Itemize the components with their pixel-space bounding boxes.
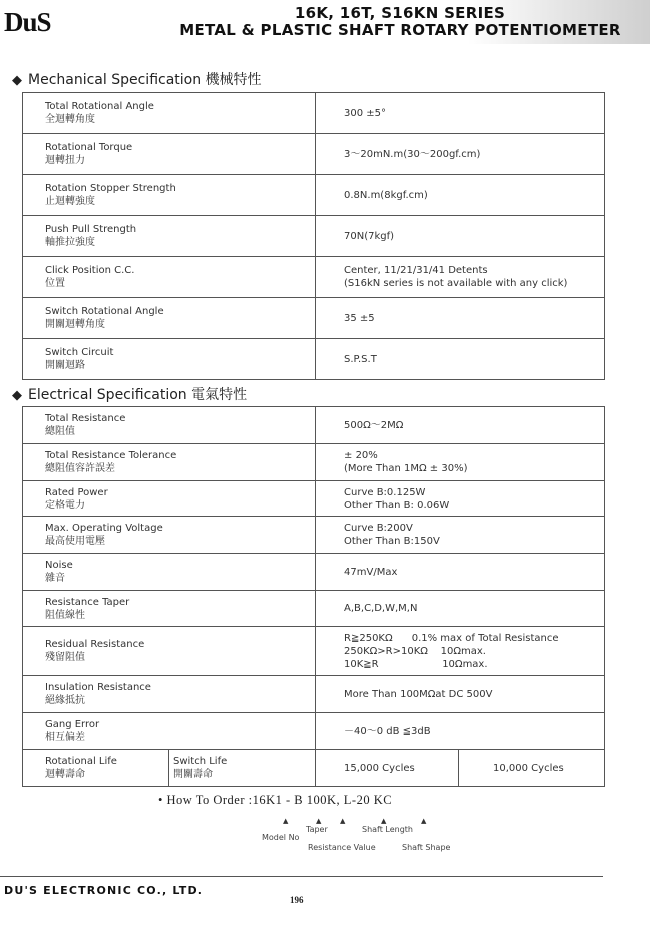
electrical-section-title: ◆ Electrical Specification 電氣特性 [12,387,248,403]
spec-value: More Than 100MΩat DC 500V [316,676,605,713]
arrow-up-icon: ▲ [283,817,289,825]
mechanical-spec-table [22,92,605,380]
spec-value: ± 20% (More Than 1MΩ ± 30%) [316,444,605,481]
table-row [23,713,605,750]
spec-value: Curve B:0.125W Other Than B: 0.06W [316,481,605,517]
company-logo: DuS [4,7,51,37]
spec-value: A,B,C,D,W,M,N [316,591,605,627]
table-row [23,134,605,175]
product-title: METAL & PLASTIC SHAFT ROTARY POTENTIOMETER [179,21,621,39]
spec-label: Insulation Resistance 絕緣抵抗 [23,676,316,713]
table-row [23,517,605,554]
table-row [23,676,605,713]
table-row [23,216,605,257]
shaft-length-annotation: Shaft Length [362,825,413,834]
table-row [23,298,605,339]
electrical-spec-table [22,406,605,787]
arrow-up-icon: ▲ [316,817,322,825]
spec-label: Push Pull Strength 軸推拉強度 [23,216,316,257]
arrow-up-icon: ▲ [340,817,346,825]
table-row [23,481,605,517]
diamond-bullet-icon: ◆ [12,73,22,88]
spec-label: Rotation Stopper Strength 止迴轉強度 [23,175,316,216]
table-row [23,627,605,676]
spec-label: Rotational Torque 迴轉扭力 [23,134,316,175]
spec-value: 70N(7kgf) [316,216,605,257]
spec-label: Click Position C.C. 位置 [23,257,316,298]
switch-life-value: 10,000 Cycles [459,750,605,787]
spec-value: 47mV/Max [316,554,605,591]
page-number: 196 [290,895,304,905]
spec-value: 500Ω～2MΩ [316,407,605,444]
table-row [23,339,605,380]
spec-label: Noise 雜音 [23,554,316,591]
spec-value: 300 ±5° [316,93,605,134]
spec-label: Gang Error 相互偏差 [23,713,316,750]
spec-label: Total Resistance Tolerance 總阻值容許誤差 [23,444,316,481]
page-heading [0,4,650,39]
company-name: DU'S ELECTRONIC CO., LTD. [4,884,204,897]
spec-value: S.P.S.T [316,339,605,380]
footer-divider [0,876,603,877]
table-row [23,554,605,591]
shaft-shape-annotation: Shaft Shape [402,843,451,852]
spec-label: Residual Resistance 殘留阻值 [23,627,316,676]
model-no-annotation: Model No [262,833,300,842]
spec-value: 35 ±5 [316,298,605,339]
switch-life-label: Switch Life 開關壽命 [169,750,316,787]
mechanical-section-title: ◆ Mechanical Specification 機械特性 [12,72,262,88]
spec-label: Total Resistance 總阻值 [23,407,316,444]
spec-label: Switch Circuit 開關迴路 [23,339,316,380]
spec-label: Total Rotational Angle 全迴轉角度 [23,93,316,134]
table-row [23,591,605,627]
diamond-bullet-icon: ◆ [12,388,22,403]
spec-label: Max. Operating Voltage 最高使用電壓 [23,517,316,554]
arrow-up-icon: ▲ [421,817,427,825]
spec-label: Rated Power 定格電力 [23,481,316,517]
table-row [23,257,605,298]
spec-value: 0.8N.m(8kgf.cm) [316,175,605,216]
spec-label: Switch Rotational Angle 開關迴轉角度 [23,298,316,339]
table-row [23,175,605,216]
spec-label: Resistance Taper 阻值線性 [23,591,316,627]
series-title: 16K, 16T, S16KN SERIES [294,4,506,22]
table-row [23,444,605,481]
spec-value: Center, 11/21/31/41 Detents (S16kN series is not available with any click) [316,257,605,298]
spec-value: 3～20mN.m(30～200gf.cm) [316,134,605,175]
table-row [23,407,605,444]
spec-value: R≧250KΩ 0.1% max of Total Resistance 250KΩ>R>10KΩ 10Ωmax. 10K≧R 10Ωmax. [316,627,605,676]
table-row [23,93,605,134]
spec-value: －40～0 dB ≦3dB [316,713,605,750]
taper-annotation: Taper [306,825,328,834]
rotational-life-value: 15,000 Cycles [316,750,459,787]
rotational-life-label: Rotational Life 迴轉壽命 [23,750,169,787]
spec-value: Curve B:200V Other Than B:150V [316,517,605,554]
arrow-up-icon: ▲ [381,817,387,825]
how-to-order-code: • How To Order :16K1 - B 100K, L-20 KC [158,793,393,807]
table-row [23,750,605,787]
resistance-value-annotation: Resistance Value [308,843,376,852]
